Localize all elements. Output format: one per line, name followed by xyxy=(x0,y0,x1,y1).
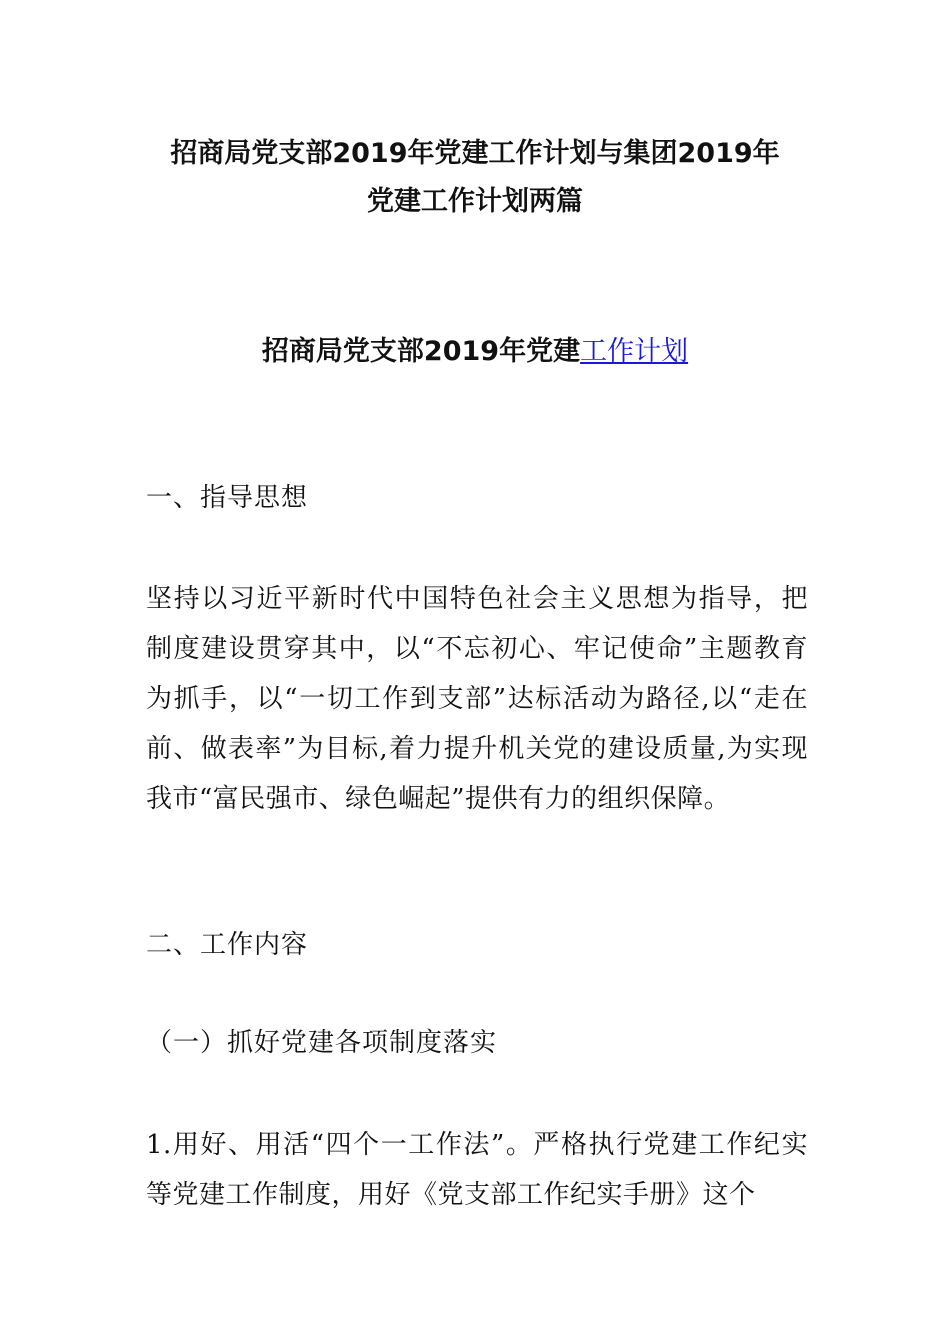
document-title xyxy=(100,130,850,226)
paragraph-item-1: 1.用好、用活“四个一工作法”。严格执行党建工作纪实等党建工作制度，用好《党支部工作纪实手册》这个 xyxy=(146,1130,808,1210)
subheading-party-system: （一）抓好党建各项制度落实 xyxy=(146,1028,498,1058)
document-title-line2: 党建工作计划两篇 xyxy=(367,186,583,217)
section-title-text: 招商局党支部2019年党建 xyxy=(261,336,581,367)
work-plan-link[interactable]: 工作计划 xyxy=(580,336,689,367)
heading-guiding-ideology: 一、指导思想 xyxy=(146,483,309,513)
document-title-line1: 招商局党支部2019年党建工作计划与集团2019年 xyxy=(170,138,780,169)
paragraph-guiding-ideology: 坚持以习近平新时代中国特色社会主义思想为指导，把制度建设贯穿其中，以“不忘初心、牢记使命”主题教育为抓手，以“一切工作到支部”达标活动为路径,以“走在前、做表率”为目标,着力提升机关党的建设质量,为实现我市“富民强市、绿色崛起”提供有力的组织保障。 xyxy=(146,584,808,814)
heading-work-content: 二、工作内容 xyxy=(146,930,309,960)
section-title xyxy=(100,328,850,376)
